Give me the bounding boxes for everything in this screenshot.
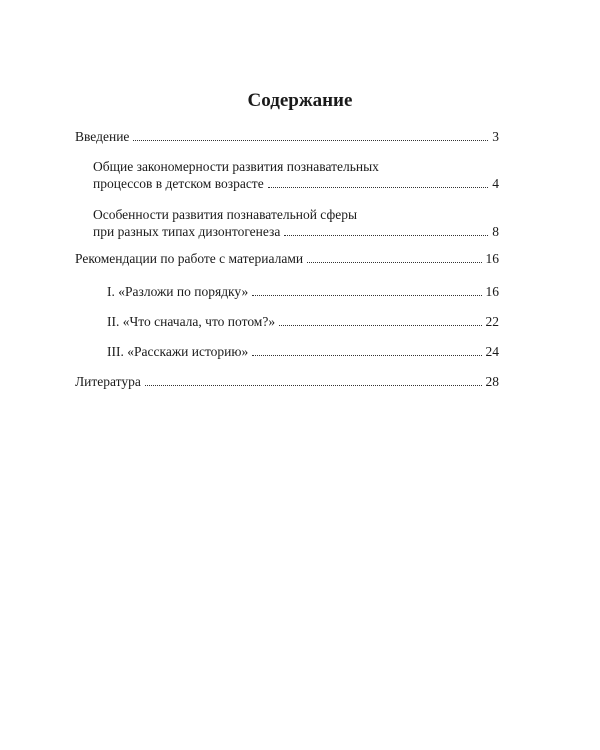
toc-entry-text-line1: Особенности развития познавательной сферы — [93, 207, 358, 222]
toc-entry-text: II. «Что сначала, что потом?» — [107, 314, 276, 329]
dot-leader — [133, 140, 488, 141]
toc-page-number: 16 — [485, 251, 499, 266]
dot-leader — [252, 355, 481, 356]
toc-entry-text: I. «Разложи по порядку» — [107, 284, 249, 299]
toc-page-number: 24 — [485, 344, 499, 359]
dot-leader — [307, 262, 481, 263]
toc-entry-section-3 — [75, 343, 499, 360]
toc-page-number: 8 — [492, 224, 499, 239]
toc-entry-text-line1: Общие закономерности развития познавательных — [93, 159, 379, 174]
dot-leader — [279, 325, 481, 326]
toc-entry-introduction — [75, 128, 499, 145]
toc-entry-cognitive-features — [75, 206, 499, 240]
toc-entry-section-2 — [75, 313, 499, 330]
dot-leader — [145, 385, 482, 386]
toc-entry-recommendations — [75, 250, 499, 267]
dot-leader — [252, 295, 481, 296]
table-of-contents — [75, 128, 499, 390]
toc-entry-text: Рекомендации по работе с материалами — [75, 251, 304, 266]
toc-entry-literature — [75, 373, 499, 390]
toc-page-number: 28 — [485, 374, 499, 389]
dot-leader — [268, 187, 489, 188]
toc-entry-text: Введение — [75, 129, 130, 144]
toc-entry-general-patterns — [75, 158, 499, 192]
toc-page-number: 4 — [492, 176, 499, 191]
toc-page-number: 3 — [492, 129, 499, 144]
toc-page-number: 16 — [485, 284, 499, 299]
toc-entry-text: Литература — [75, 374, 141, 389]
toc-entry-section-1 — [75, 283, 499, 300]
page-title: Содержание — [247, 90, 353, 111]
toc-entry-text: III. «Расскажи историю» — [107, 344, 249, 359]
toc-entry-text: процессов в детском возрасте — [93, 176, 264, 191]
toc-entry-text: при разных типах дизонтогенеза — [93, 224, 281, 239]
toc-page-number: 22 — [485, 314, 499, 329]
dot-leader — [284, 235, 488, 236]
